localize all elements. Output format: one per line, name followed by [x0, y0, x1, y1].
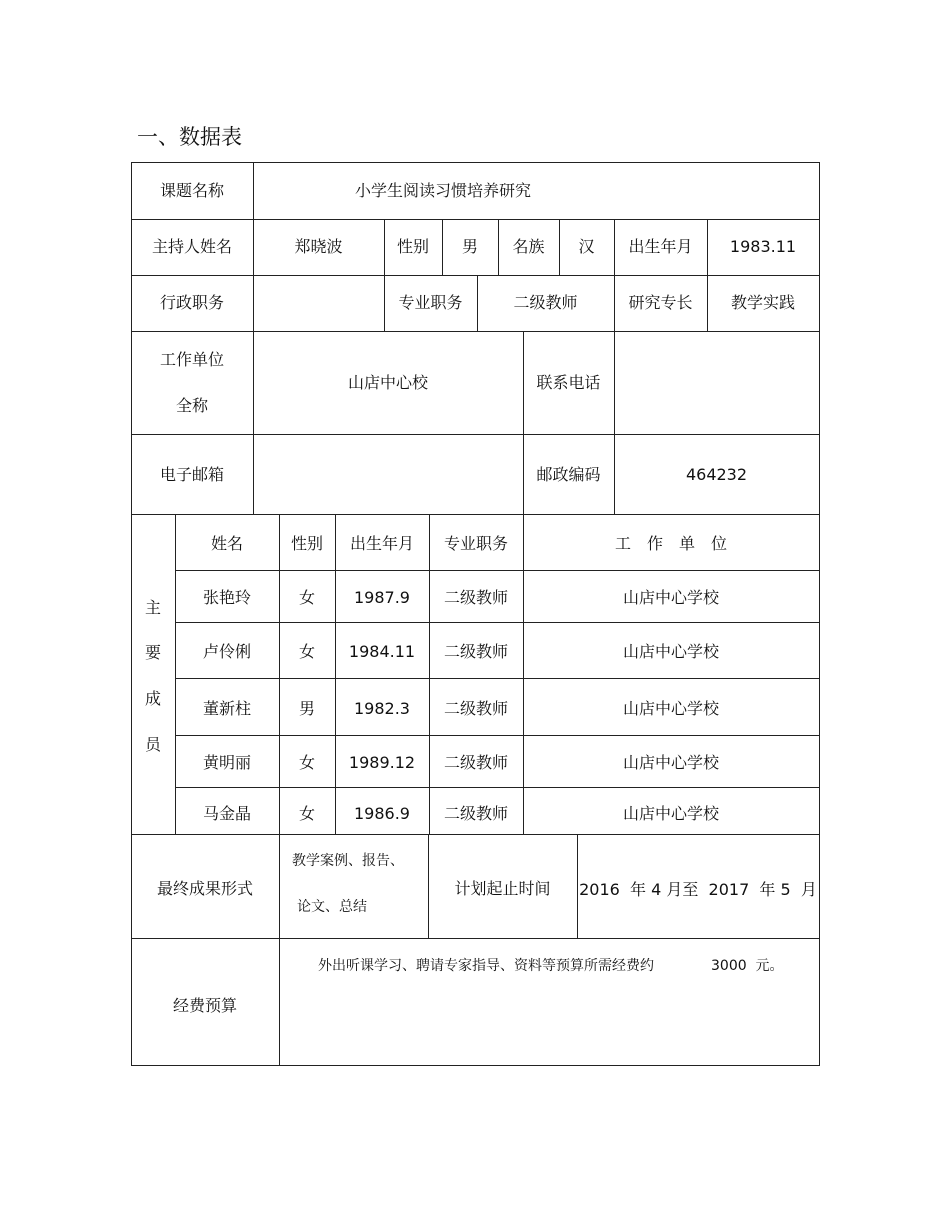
ethnicity-value: 汉 [578, 237, 595, 256]
label-birth: 出生年月 [628, 237, 693, 256]
host-birth-value: 1983.11 [729, 237, 797, 256]
member-birth: 1987.9 [354, 588, 410, 607]
pro-post-value: 二级教师 [513, 293, 578, 312]
member-title: 二级教师 [443, 642, 508, 661]
label-ethnicity: 名族 [512, 237, 545, 256]
member-gender: 男 [298, 699, 315, 718]
member-name: 马金晶 [202, 804, 251, 823]
member-title: 二级教师 [443, 588, 508, 607]
member-birth: 1984.11 [348, 642, 416, 661]
member-birth: 1989.12 [348, 753, 416, 772]
members-side-char: 主 [144, 598, 161, 617]
label-admin-post: 行政职务 [159, 293, 224, 312]
member-gender: 女 [298, 753, 315, 772]
member-unit: 山店中心学校 [622, 588, 719, 607]
members-header-gender: 性别 [290, 534, 323, 553]
label-specialty: 研究专长 [628, 293, 693, 312]
members-header-name: 姓名 [210, 534, 243, 553]
label-plan-time: 计划起止时间 [454, 879, 551, 898]
label-host-name: 主持人姓名 [151, 237, 232, 256]
members-side-char: 要 [144, 643, 161, 662]
label-workplace-line1: 工作单位 [159, 350, 224, 369]
member-birth: 1982.3 [354, 699, 410, 718]
members-side-char: 员 [144, 735, 161, 754]
budget-text: 外出听课学习、聘请专家指导、资料等预算所需经费约 [318, 958, 654, 974]
member-name: 张艳玲 [202, 588, 251, 607]
workplace-value: 山店中心校 [347, 373, 428, 392]
label-final-form: 最终成果形式 [156, 879, 253, 898]
members-header-title: 专业职务 [443, 534, 508, 553]
member-title: 二级教师 [443, 804, 508, 823]
member-unit: 山店中心学校 [622, 699, 719, 718]
label-budget: 经费预算 [172, 996, 237, 1015]
specialty-value: 教学实践 [730, 293, 795, 312]
member-name: 董新柱 [202, 699, 251, 718]
member-name: 黄明丽 [202, 753, 251, 772]
budget-amount: 3000 元。 [711, 958, 784, 974]
member-unit: 山店中心学校 [622, 753, 719, 772]
host-gender-value: 男 [461, 237, 478, 256]
page-title: 一、数据表 [137, 125, 242, 149]
member-birth: 1986.9 [354, 804, 410, 823]
final-form-value-line2: 论文、总结 [297, 899, 367, 915]
final-form-value-line1: 教学案例、报告、 [292, 853, 404, 869]
label-postcode: 邮政编码 [536, 465, 601, 484]
member-gender: 女 [298, 642, 315, 661]
member-title: 二级教师 [443, 699, 508, 718]
member-unit: 山店中心学校 [622, 642, 719, 661]
member-unit: 山店中心学校 [622, 804, 719, 823]
members-side-char: 成 [144, 689, 161, 708]
members-header-unit: 工作单位 [614, 534, 743, 553]
label-topic-name: 课题名称 [159, 181, 224, 200]
members-header-birth: 出生年月 [349, 534, 414, 553]
host-name-value: 郑晓波 [294, 237, 343, 256]
member-gender: 女 [298, 588, 315, 607]
member-name: 卢伶俐 [202, 642, 251, 661]
plan-time-value: 2016 年 4 月至 2017 年 5 月 [579, 880, 817, 899]
label-workplace-line2: 全称 [175, 396, 208, 415]
member-title: 二级教师 [443, 753, 508, 772]
label-pro-post: 专业职务 [398, 293, 463, 312]
postcode-value: 464232 [685, 465, 748, 484]
label-phone: 联系电话 [536, 373, 601, 392]
topic-value: 小学生阅读习惯培养研究 [354, 181, 531, 200]
member-gender: 女 [298, 804, 315, 823]
label-email: 电子邮箱 [159, 465, 224, 484]
label-host-gender: 性别 [396, 237, 429, 256]
